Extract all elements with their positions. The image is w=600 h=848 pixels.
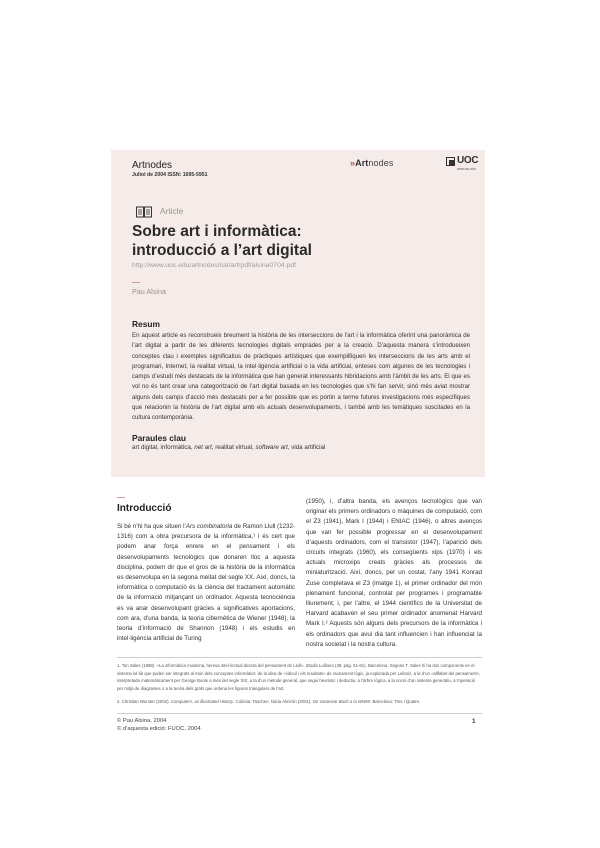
keywords-part: art digital, informàtica, (132, 444, 195, 451)
brand-prefix: » (350, 158, 356, 168)
footnote-em: De Vannevar Bush a la WWW (312, 699, 371, 704)
uoc-square-fill-icon (449, 160, 455, 166)
footnote-2 (117, 698, 482, 706)
footer-divider (117, 713, 482, 714)
copyright-edition: © d’aquesta edició: FUOC, 2004 (117, 726, 201, 732)
title-line-1: Sobre art i informàtica: (132, 223, 302, 240)
intro-heading: Introducció (117, 503, 172, 514)
article-title (132, 222, 462, 260)
footnote-text: . Barcelona: Tres i Quatre. (370, 699, 421, 704)
title-line-2: introducció a l’art digital (132, 242, 312, 259)
keywords-part: , vida artificial (287, 444, 326, 451)
keywords-em: net art (194, 444, 212, 451)
article-header-band (111, 150, 485, 477)
footnote-em: Studia Lulliana (305, 663, 334, 668)
keywords-part: , realitat virtual, (211, 444, 256, 451)
footnote-text: . Colònia: Taschen. Núria Almirón (2001). (233, 699, 313, 704)
footnotes-divider (117, 657, 482, 658)
footnote-text: 1. Ton Sales (1998). «La informàtica moderna, hereva intel·lectual directa del pensament de Llull». (117, 663, 306, 668)
abstract-heading: Resum (132, 319, 160, 329)
intro-text: Si bé n’hi ha que situen l’ (117, 523, 186, 530)
article-book-icon (136, 206, 152, 218)
intro-text: de Ramon Llull (1232-1316) com a obra precursora de la informàtica,¹ i és cert que podem anar força enrere en el pensament i els desenvolupaments tecnològics que donaren lloc a aquesta disciplina, podem dir que el gros de la història de la informàtica es desenvolupa en la segona meitat del segle XX. Així, doncs, la informàtica o computació és la ciència del tractament automàtic de la informació mitjançant un ordinador. Aquesta tecnociència es va anar desenvolupant gràcies a significatives aportacions, com ara, d’una banda, la teoria cibernètica de Wiener (1948), la teoria d’informació de Shannon (1948) i els estudis en intel·ligència artificial de Turing (117, 523, 295, 643)
intro-text-em: Ars combinatoria (185, 523, 233, 530)
footnote-text: 2. Christian Wurster (2002). (117, 699, 171, 704)
footnote-1 (117, 662, 482, 692)
article-url-link[interactable]: http://www.uoc.edu/artnodes/cat/art/pdf/alsina0704.pdf (132, 262, 296, 269)
author-name: Pau Alsina (132, 287, 166, 296)
keywords-em: software art (255, 444, 288, 451)
footnote-em: Computers, an illustrated History (170, 699, 234, 704)
copyright-author: © Pau Alsina, 2004 (117, 718, 167, 724)
page-number: 1 (472, 718, 476, 725)
keywords-list (132, 444, 470, 451)
uoc-url: www.uoc.edu (457, 167, 476, 171)
journal-name: Artnodes (132, 160, 173, 171)
author-divider (132, 282, 140, 283)
keywords-heading: Paraules clau (132, 433, 187, 443)
issue-line: Juliol de 2004 ISSN: 1695-5951 (132, 172, 208, 178)
intro-column-1 (117, 522, 295, 644)
artnodes-logo (350, 158, 393, 168)
uoc-text: UOC (457, 155, 479, 166)
article-type-label: Article (160, 206, 184, 216)
brand-art: Art (355, 158, 369, 168)
footnote-text: (38, pàg. 51-61). Barcelona. Segons T. Sales hi ha dos components en el sistema lul·lià que poden ser integrats al món dels conceptes informàtics: de la idea de «càlcul i els resultats» de raonament lògic, ja explorada per Leibniz, a la d’un «allfabet del pensament», interpretada matemàticament per George Boole a més del segle XIX, a la d’un mètode general, que segui heurístic i deductiu, a l’àrbre lògica, a la noció d’un sistema generatiu, a l’operació per mitjà de diagrames o a la teoria dels grafs que ordena les figures triangulars de l’art. (117, 663, 481, 691)
uoc-logo (446, 155, 480, 173)
intro-column-2: (1950), i, d’altra banda, els avenços tecnològics que van originar els primers ordinadors o màquines de computació, com el Z3 (1941), Mark I (1944) i ENIAC (1946), o altres avenços que van fer possible progressar en el desenvolupament d’aquests ordinadors, com el transistor (1947), l’aparició dels circuits integrats (1960), els consegüents xips (1970) i els actuals microxips creats gràcies als processos de miniaturització. Així, doncs, per un costat, l’any 1941 Konrad Zuse completava el Z3 (imatge 1), el primer ordinador del món plenament funcional, controlat per programes i programable lliurement, i, per l’altre, el 1944 científics de la Universitat de Harvard acabaven el seu primer ordinador anomenat Harvard Mark I.² Aquests són alguns dels precursors de la informàtica i els ordinadors que avui dia tant influencien i han influenciat la nostra societat i la nostra cultura. (306, 498, 482, 648)
abstract-text: En aquest article es reconstrueix breument la història de les interseccions de l’art i la informàtica oferint una panoràmica de l’art digital a partir de les diferents tecnologies digitals emprades per a la creació. D’aquesta manera s’introdueixen conceptes clau i exemples significatius de pràctiques artístiques que exemplifiquen les interseccions de les arts amb el programari, Internet, la realitat virtual, la intel·ligència artificial o la vida artificial, enteses com algunes de les tecnologies i camps d’estudi més destacats de la informàtica que han generat interessants hibridacions amb l’àmbit de les arts. El que es vol no és tant crear una categorització de l’art digital basada en les tecnologies que s’hi fan servir, sinó més aviat mostrar alguns dels camps d’acció més destacats per a fer possible que es portin a terme futures investigacions més específiques que relacionin la història de l’art digital amb els actuals desenvolupaments, i també amb les temàtiques suscitades en la cultura contemporània. (132, 332, 470, 422)
intro-divider (117, 497, 125, 498)
brand-rest: nodes (368, 158, 394, 168)
